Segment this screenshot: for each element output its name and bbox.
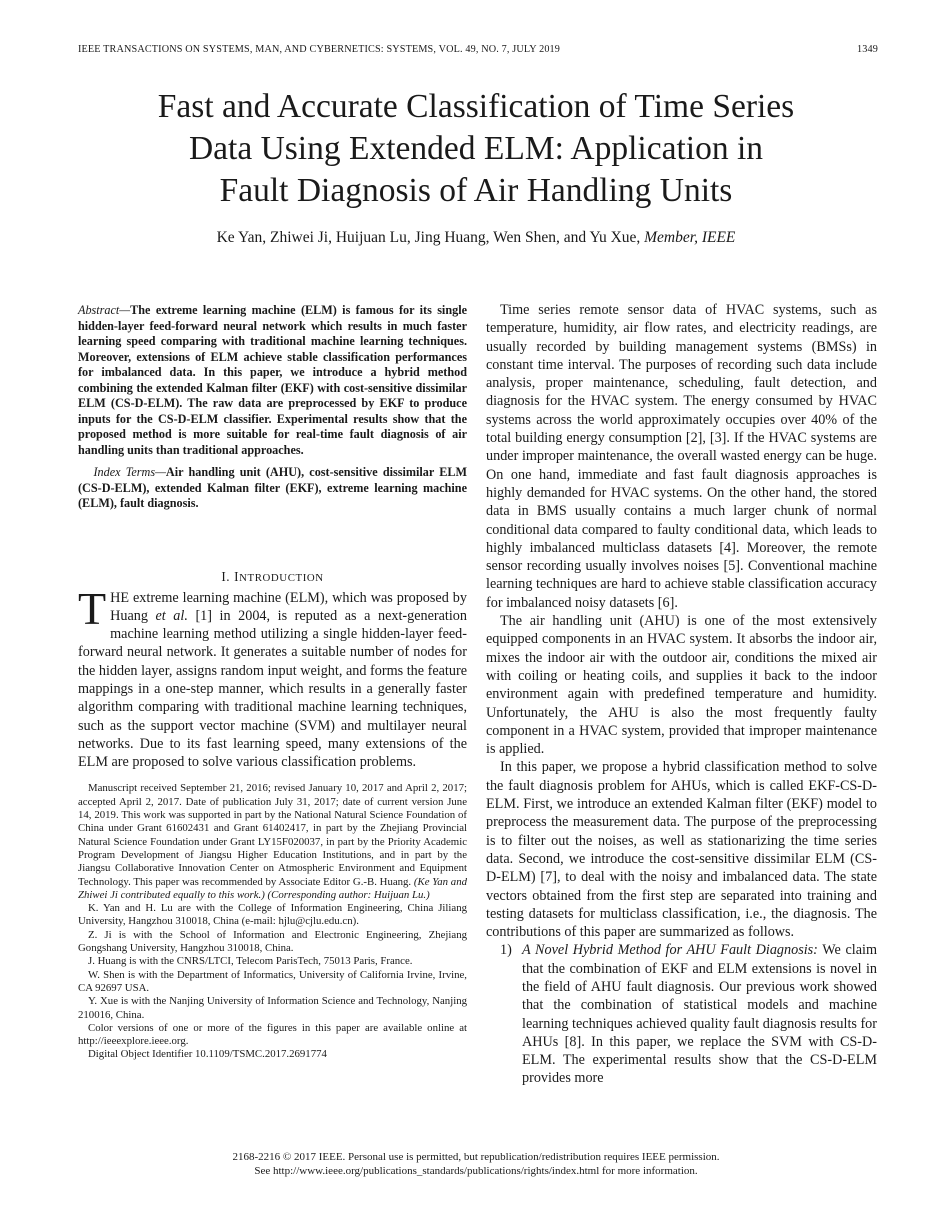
abstract-text: The extreme learning machine (ELM) is famous for its single hidden-layer feed-forward neural network which results in much faster learning speed comparing with traditional machine learning techniques. Moreover, extensions of ELM achieve stable classification performances for imbalanced data. In this paper, we introduce a hybrid method combining the extended Kalman filter (EKF) with cost-sensitive dissimilar ELM (CS-D-ELM). The raw data are preprocessed by EKF to produce inputs for the CS-D-ELM classifier. Experimental results show that the proposed method is more suitable for real-time fault diagnosis of air handling units than traditional approaches. — [78, 303, 467, 457]
intro-paragraph — [78, 582, 467, 772]
footnote-manuscript — [78, 782, 467, 902]
abstract-label: Abstract— — [78, 303, 131, 317]
list-number: 1) — [500, 942, 512, 959]
paper-title — [60, 86, 892, 212]
section-heading-introduction — [78, 569, 467, 585]
list-item-title: A Novel Hybrid Method for AHU Fault Diagnosis: — [522, 942, 818, 959]
footnote-affiliation: Y. Xue is with the Nanjing University of Information Science and Technology, Nanjing 210016, China. — [78, 995, 467, 1021]
footnotes — [78, 782, 467, 1061]
index-terms-label: Index Terms— — [93, 465, 166, 479]
footnote-color-versions: Color versions of one or more of the figures in this paper are available online at http://ieeexplore.ieee.org. — [78, 1021, 467, 1048]
footnote-affiliation: Z. Ji is with the School of Information and Electronic Engineering, Zhejiang Gongshang University, Hangzhou 310018, China. — [78, 928, 467, 955]
body-paragraph: In this paper, we propose a hybrid classification method to solve the fault diagnosis problem for AHUs, which is called EKF-CS-D-ELM. First, we introduce an extended Kalman filter (EKF) model to preprocess the measurement data. The purpose of the preprocessing is to filter out the noises, as well as stationarizing the time series data. Second, we introduce the cost-sensitive dissimilar ELM (CS-D-ELM) [7], to deal with the noisy and imbalanced data. The state vectors obtained from the first step are separated into training and testing datasets for multiclass classification, i.e., the diagnosis. The contributions of this paper are summarized as follows. — [486, 759, 877, 941]
footnote-affiliation: J. Huang is with the CNRS/LTCI, Telecom ParisTech, 75013 Paris, France. — [88, 955, 413, 968]
abstract — [78, 303, 467, 458]
copyright-line: See http://www.ieee.org/publications_standards/publications/rights/index.html for more information. — [254, 1165, 698, 1177]
section-title-rest: NTRODUCTION — [239, 571, 324, 584]
journal-name: IEEE TRANSACTIONS ON SYSTEMS, MAN, AND CYBERNETICS: SYSTEMS, VOL. 49, NO. 7, JULY 2019 — [78, 44, 561, 55]
copyright-notice — [60, 1150, 892, 1178]
author-membership: Member, IEEE — [644, 229, 736, 246]
body-paragraph: The air handling unit (AHU) is one of the most extensively equipped components in an HVAC system. It absorbs the indoor air, mixes the indoor air with the outdoor air, conditions the mixed air with coiling or heating coils, and supplies it back to the indoor environment again with predefined temperature and humidity. Unfortunately, the AHU is also the most frequently faulty component in a HVAC system, provided that improper maintenance is applied. — [486, 613, 877, 758]
footnote-affiliation: K. Yan and H. Lu are with the College of Information Engineering, China Jiliang University, Hangzhou 310018, China (e-mail: hjlu@cjlu.edu.cn). — [78, 902, 467, 928]
copyright-line: 2168-2216 © 2017 IEEE. Personal use is permitted, but republication/redistribution requires IEEE permission. — [232, 1151, 720, 1163]
list-item-text: We claim that the combination of EKF and ELM extensions is novel in the field of AHU fault diagnosis. Our previous work showed that the combination of statistical models and machine learning techniques achieved quality fault diagnosis results for AHUs [8]. In this paper, we replace the SVM with CS-D-ELM. The experimental results show that the CS-D-ELM provides more — [522, 942, 877, 1087]
contribution-list-item — [486, 941, 877, 1087]
index-terms — [78, 465, 467, 512]
page-number: 1349 — [857, 44, 878, 55]
drop-cap: T — [78, 582, 107, 634]
index-terms-text: Air handling unit (AHU), cost-sensitive dissimilar ELM (CS-D-ELM), extended Kalman filter (EKF), extreme learning machine (ELM), fault diagnosis. — [78, 465, 467, 510]
body-paragraph: Time series remote sensor data of HVAC systems, such as temperature, humidity, air flow rates, and electricity readings, are usually recorded by building management systems (BMSs) in constant time interval. The purposes of recording such data include analysis, proper maintenance, scheduling, fault detection, and diagnosis for the HVAC system. The energy consumed by HVAC systems across the world approximately occupies over 40% of the total building energy consumption [2], [3]. If the HVAC systems are under improper maintenance, the overall wasted energy can be huge. On one hand, immediate and fast fault diagnosis approaches is highly demanded for HVAC systems. On the other hand, the stored data in BMS usually contains a much larger chunk of normal conditional data compared to faulty conditional data, which leads to highly imbalanced multiclass datasets [4]. Moreover, the remote sensor recording usually involves noises [5]. Conventional machine learning techniques are hard to achieve stable classification accuracy for imbalanced noisy datasets [6]. — [486, 302, 877, 611]
footnote-manuscript-italic: (Ke Yan and Zhiwei Ji contributed equally to this work.) (Corresponding author: Huijuan Lu.) — [78, 875, 467, 901]
section-numeral: I. — [221, 568, 231, 584]
author-list — [60, 229, 892, 247]
footnote-affiliation: W. Shen is with the Department of Informatics, University of California Irvine, Irvine, CA 92697 USA. — [78, 968, 467, 994]
intro-text-b: [1] in 2004, is reputed as a next-generation machine learning method utilizing a single hidden-layer feed-forward neural network. It generates a suitable number of nodes for the hidden layer, assigns random input weight, and forms the feature mappings in a one-step manner, which results in a generally faster algorithm comparing with traditional machine learning techniques, such as the support vector machine (SVM) and multilayer neural networks. Due to its fast learning speed, many extensions of the ELM are proposed to solve various classification problems. — [78, 607, 467, 771]
footnote-doi: Digital Object Identifier 10.1109/TSMC.2017.2691774 — [88, 1048, 327, 1061]
author-names: Ke Yan, Zhiwei Ji, Huijuan Lu, Jing Huang, Wen Shen, and Yu Xue, — [216, 229, 641, 246]
footnote-manuscript-text: Manuscript received September 21, 2016; revised January 10, 2017 and April 2, 2017; accepted April 2, 2017. Date of publication July 31, 2017; date of current version June 14, 2019. This work was supported in part by the National Natural Science Foundation of China under Grant 61602431 and Grant 61402417, in part by the Zhejiang Provincial Natural Science Foundation under Grant LY15F020037, in part by the Priority Academic Program Development of Jiangsu Higher Education Institutions, and in part by the Jiangsu Collaborative Innovation Center on Atmospheric Environment and Equipment Technology. This paper was recommended by Associate Editor G.-B. Huang. — [78, 782, 467, 888]
intro-etal: et al. — [155, 607, 188, 624]
running-header — [78, 44, 878, 55]
left-column — [78, 303, 467, 1062]
intro-text-a: HE extreme learning machine (ELM), which was proposed by Huang — [110, 589, 467, 624]
right-column — [486, 301, 877, 1088]
title-line: Fast and Accurate Classification of Time Series — [157, 88, 795, 125]
title-line: Data Using Extended ELM: Application in — [188, 130, 764, 167]
title-line: Fault Diagnosis of Air Handling Units — [219, 172, 733, 209]
section-title-initial: I — [234, 568, 240, 584]
